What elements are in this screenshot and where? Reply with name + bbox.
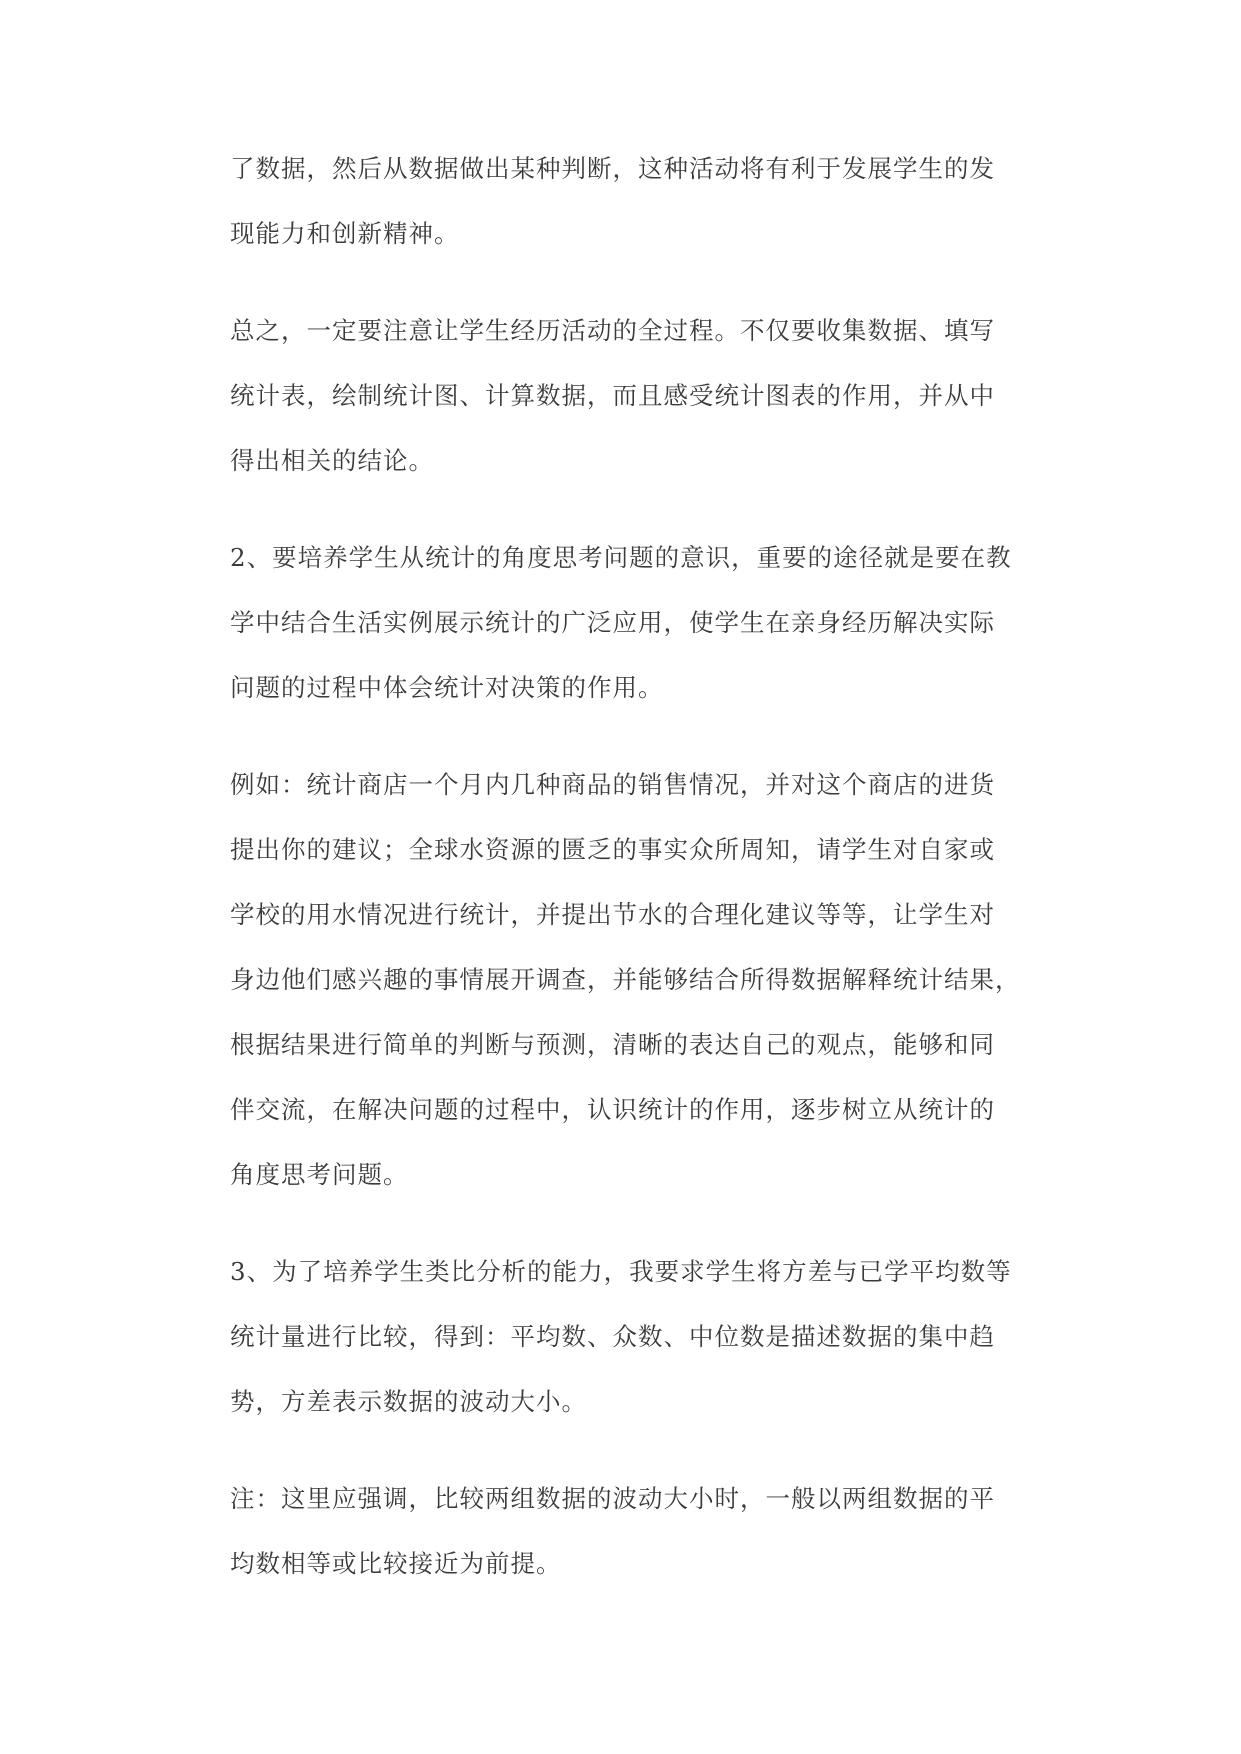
text-line: 伴交流，在解决问题的过程中，认识统计的作用，逐步树立从统计的 <box>230 1095 995 1124</box>
text-line: 统计表，绘制统计图、计算数据，而且感受统计图表的作用，并从中 <box>230 381 995 410</box>
document-body <box>230 152 1050 1612</box>
paragraph-4 <box>230 768 1050 1223</box>
paragraph-spacer <box>230 1223 1050 1255</box>
text-line: 问题的过程中体会统计对决策的作用。 <box>230 673 664 702</box>
text-line: 学校的用水情况进行统计，并提出节水的合理化建议等等，让学生对 <box>230 900 995 929</box>
text-line: 现能力和创新精神。 <box>230 219 460 248</box>
paragraph-spacer <box>230 282 1050 314</box>
text-line: 提出你的建议；全球水资源的匮乏的事实众所周知，请学生对自家或 <box>230 835 995 864</box>
text-line: 总之，一定要注意让学生经历活动的全过程。不仅要收集数据、填写 <box>230 316 995 345</box>
text-line: 角度思考问题。 <box>230 1160 409 1189</box>
text-line: 均数相等或比较接近为前提。 <box>230 1549 562 1578</box>
paragraph-6 <box>230 1482 1050 1612</box>
text-line: 例如：统计商店一个月内几种商品的销售情况，并对这个商店的进货 <box>230 770 995 799</box>
text-line: 注：这里应强调，比较两组数据的波动大小时，一般以两组数据的平 <box>230 1484 995 1513</box>
text-line: 2、要培养学生从统计的角度思考问题的意识，重要的途径就是要在教 <box>230 543 1012 572</box>
paragraph-5 <box>230 1255 1050 1450</box>
text-line: 统计量进行比较，得到：平均数、众数、中位数是描述数据的集中趋 <box>230 1322 995 1351</box>
text-line: 身边他们感兴趣的事情展开调查，并能够结合所得数据解释统计结果， <box>230 965 1021 994</box>
text-line: 3、为了培养学生类比分析的能力，我要求学生将方差与已学平均数等 <box>230 1257 1012 1286</box>
text-line: 得出相关的结论。 <box>230 446 434 475</box>
paragraph-2 <box>230 314 1050 509</box>
text-line: 势，方差表示数据的波动大小。 <box>230 1387 587 1416</box>
text-line: 学中结合生活实例展示统计的广泛应用，使学生在亲身经历解决实际 <box>230 608 995 637</box>
paragraph-spacer <box>230 736 1050 768</box>
paragraph-3 <box>230 541 1050 736</box>
paragraph-1 <box>230 152 1050 282</box>
paragraph-spacer <box>230 1450 1050 1482</box>
text-line: 根据结果进行简单的判断与预测，清晰的表达自己的观点，能够和同 <box>230 1030 995 1059</box>
text-line: 了数据，然后从数据做出某种判断，这种活动将有利于发展学生的发 <box>230 154 995 183</box>
paragraph-spacer <box>230 509 1050 541</box>
